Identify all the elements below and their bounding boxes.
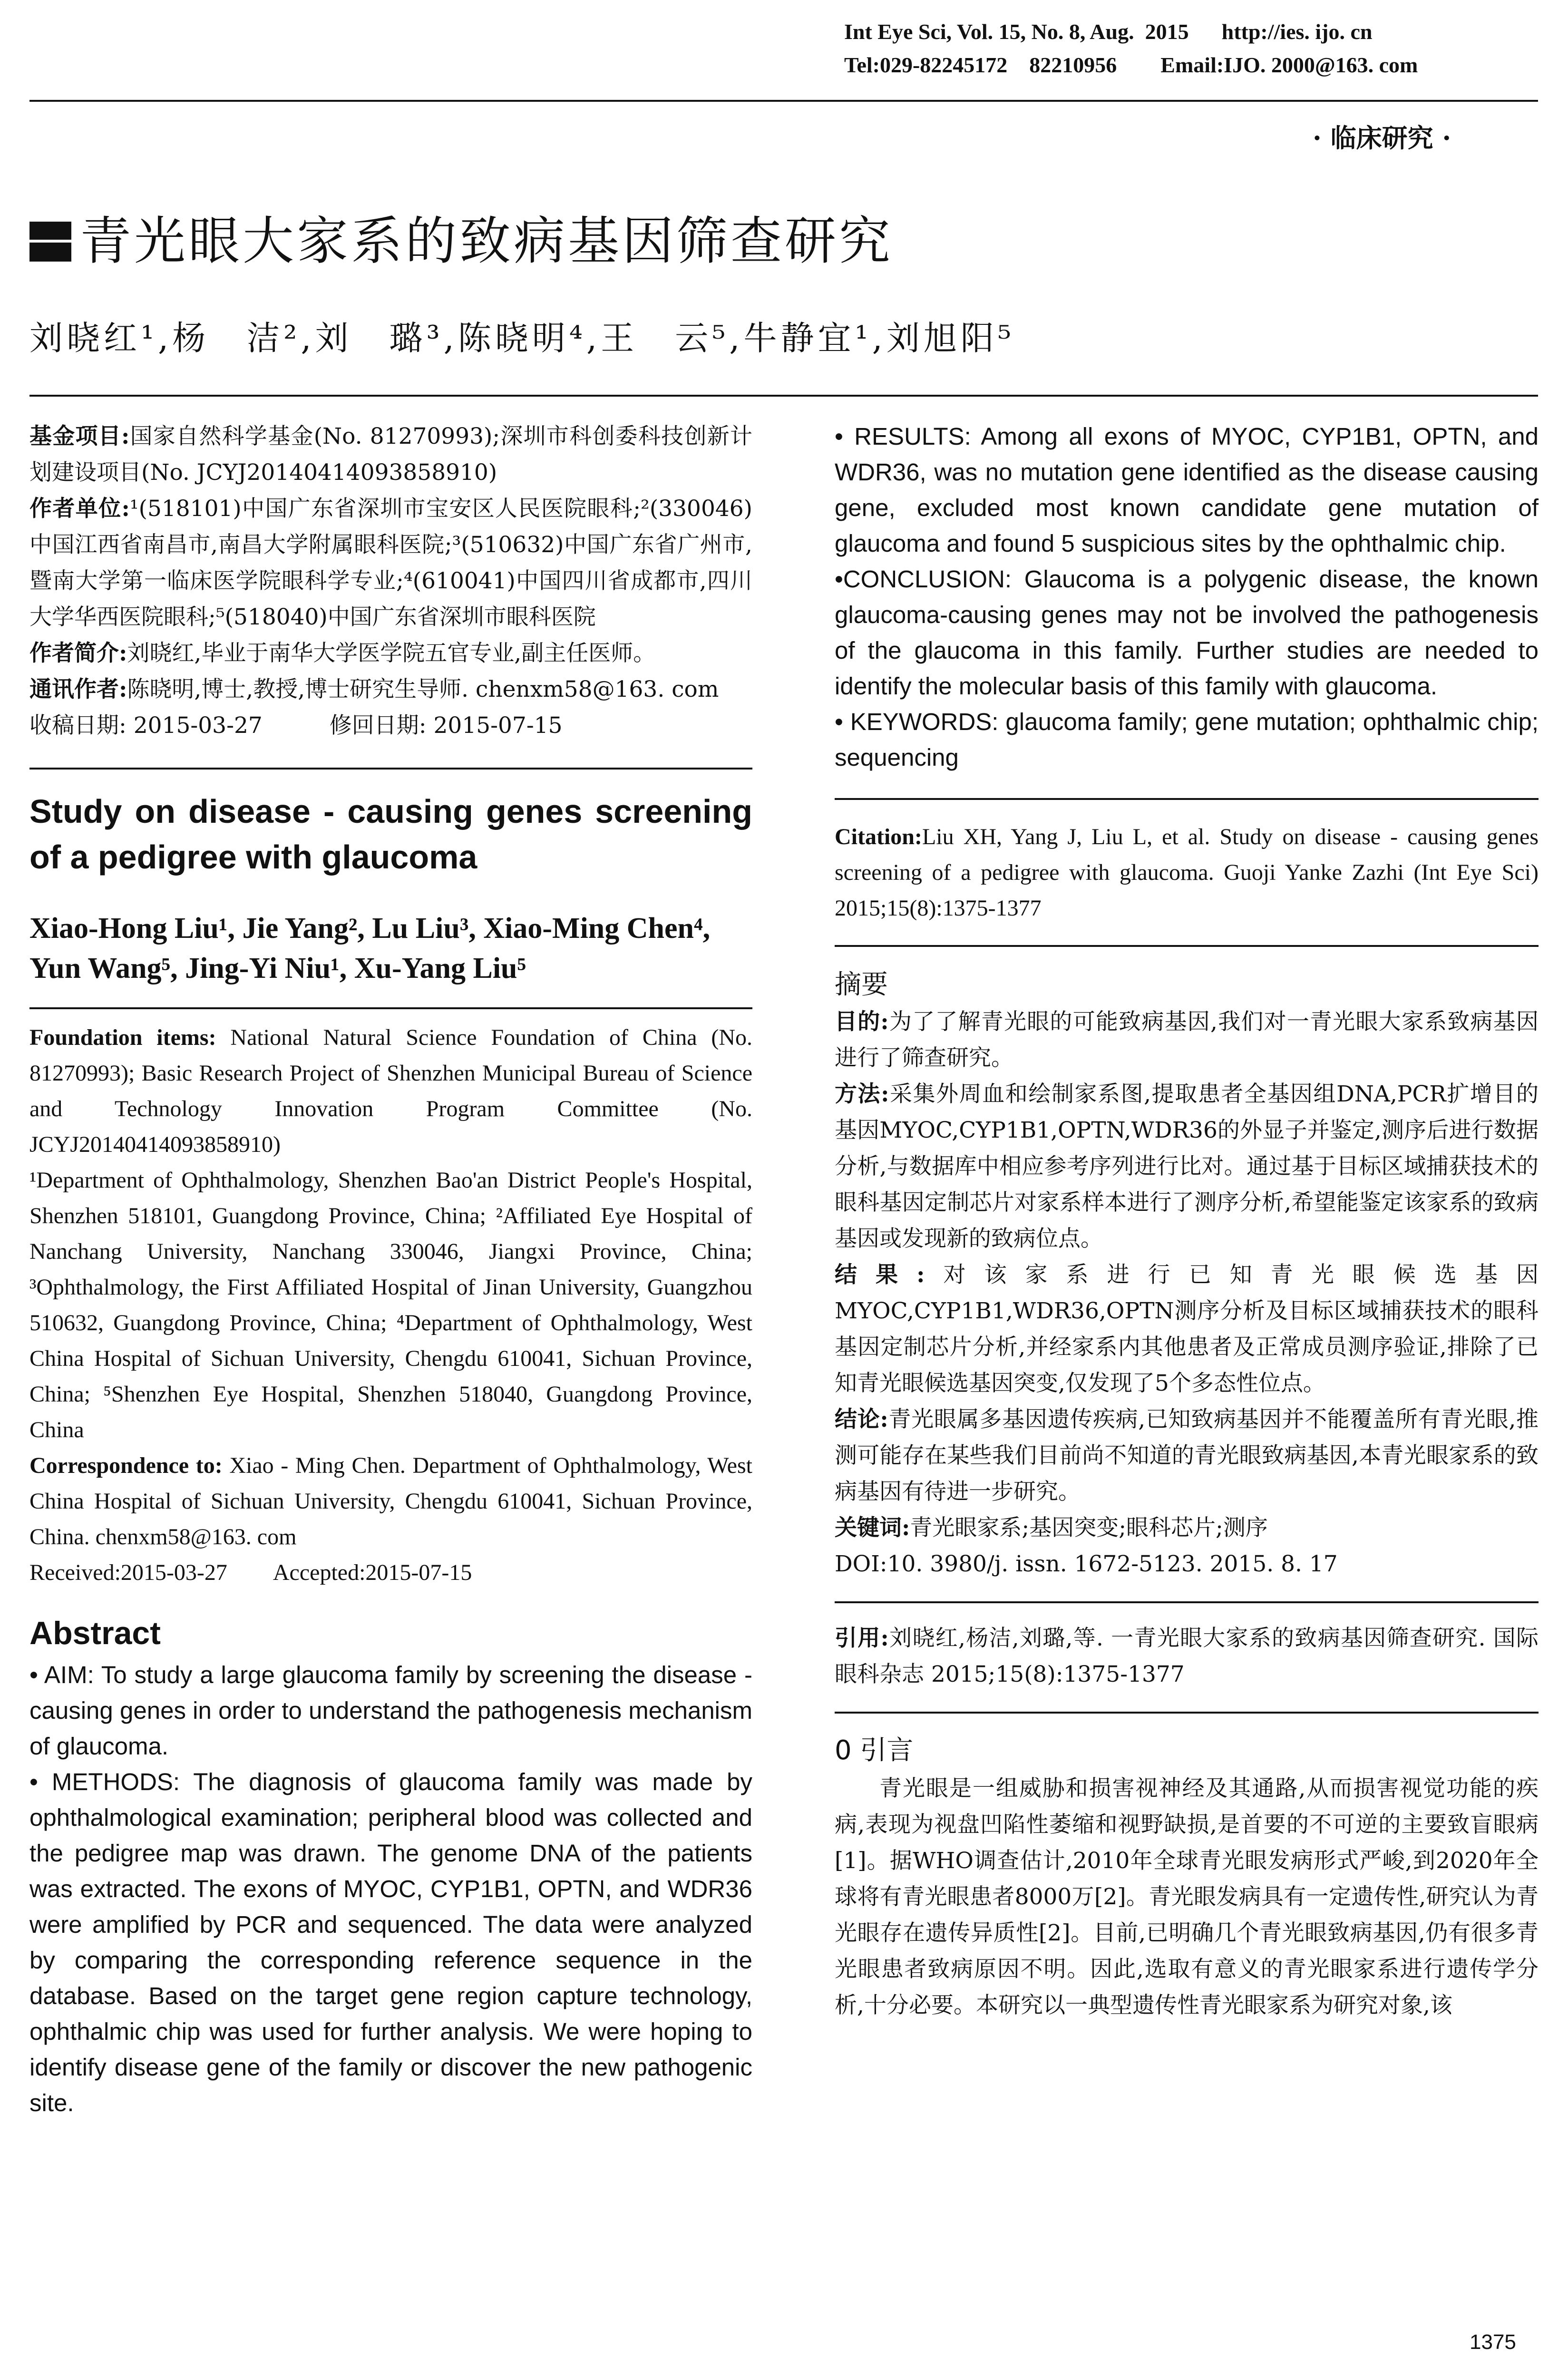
right-column (835, 419, 1539, 2024)
en-authors-rule (29, 1007, 752, 1009)
author-units: 作者单位:¹(518101)中国广东省深圳市宝安区人民医院眼科;²(330046)中国江西省南昌市,南昌大学附属眼科医院;³(510632)中国广东省广州市,暨南大学第一临床医学院眼科学专业;⁴(610041)中国四川省成都市,四川大学华西医院眼科;⁵(518040)中国广东省深圳市眼科医院 (29, 496, 752, 630)
abstract-methods: • METHODS: The diagnosis of glaucoma family was made by ophthalmological examination; peripheral blood was collected and the pedigree map was drawn. The genome DNA of the patients was extracted. The exons of MYOC, CYP1B1, OPTN, and WDR36 were amplified by PCR and sequenced. The data were analyzed by comparing the corresponding reference sequence in the database. Based on the target gene region capture technology, ophthalmic chip was used for further analysis. We were hoping to identify disease gene of the family or discover the new pathogenic site. (29, 1768, 752, 2116)
en-title-rule-top (29, 768, 752, 770)
zh-abstract-heading: 摘要 (835, 969, 888, 1000)
journal-header-line2: Tel:029-82245172 82210956 Email:IJO. 2000@163. com (844, 53, 1418, 77)
affiliations: ¹Department of Ophthalmology, Shenzhen Bao'an District People's Hospital, Shenzhen 518101, Guangdong Province, China; ²Affiliated Eye Hospital of Nanchang University, Nanchang 330046, Jiangxi Province, China; ³Ophthalmology, the First Affiliated Hospital of Jinan University, Guangzhou 510632, Guangdong Province, China; ⁴Department of Ophthalmology, West China Hospital of Sichuan University, Chengdu 610041, Sichuan Province, China; ⁵Shenzhen Eye Hospital, Shenzhen 518040, Guangdong Province, China (29, 1168, 752, 1442)
zh-keywords: 关键词:青光眼家系;基因突变;眼科芯片;测序 (835, 1515, 1268, 1541)
citation-rule (835, 798, 1539, 800)
english-title: Study on disease - causing genes screening of a pedigree with glaucoma (29, 793, 752, 876)
title-marker-icon (29, 222, 71, 262)
corresponding-author: 通讯作者:陈晓明,博士,教授,博士研究生导师. chenxm58@163. com (29, 676, 719, 702)
intro-rule (835, 1712, 1539, 1714)
fund-info: 基金项目:国家自然科学基金(No. 81270993);深圳市科创委科技创新计划建设项目(No. JCYJ20140414093858910) (29, 423, 752, 486)
zh-citation: 引用:刘晓红,杨洁,刘璐,等. 一青光眼大家系的致病基因筛查研究. 国际眼科杂志 2015;15(8):1375-1377 (835, 1625, 1539, 1687)
chinese-title-text: 青光眼大家系的致病基因筛查研究 (80, 212, 894, 271)
intro-paragraph: 青光眼是一组威胁和损害视神经及其通路,从而损害视觉功能的疾病,表现为视盘凹陷性萎缩和视野缺损,是首要的不可逆的主要致盲眼病[1]。据WHO调查估计,2010年全球青光眼发病形式严峻,到2020年全球将有青光眼患者8000万[2]。青光眼发病具有一定遗传性,研究认为青光眼存在遗传异质性[2]。目前,已明确几个青光眼致病基因,仍有很多青光眼患者致病原因不明。因此,选取有意义的青光眼家系进行遗传学分析,十分必要。本研究以一典型遗传性青光眼家系为研究对象,该 (835, 1775, 1539, 2018)
chinese-title (29, 200, 893, 273)
section-tag: · 临床研究 · (1313, 123, 1451, 153)
abstract-heading: Abstract (29, 1615, 161, 1651)
received-dates: 收稿日期: 2015-03-27 修回日期: 2015-07-15 (29, 712, 563, 739)
foundation-items: Foundation items: National Natural Science Foundation of China (No. 81270993); Basic Research Project of Shenzhen Municipal Bureau of Science and Technology Innovation Program Committee (No. JCYJ20140414093858910) (29, 1025, 752, 1157)
header-rule (29, 100, 1538, 102)
zh-results: 结果:对该家系进行已知青光眼候选基因MYOC,CYP1B1,WDR36,OPTN测序分析及目标区域捕获技术的眼科基因定制芯片分析,并经家系内其他患者及正常成员测序验证,排除了已知青光眼候选基因突变,仅发现了5个多态性位点。 (835, 1262, 1539, 1396)
zh-abstract-rule (835, 945, 1539, 947)
doi: DOI:10. 3980/j. issn. 1672-5123. 2015. 8. 17 (835, 1551, 1338, 1577)
intro-heading: 0 引言 (835, 1735, 914, 1766)
citation: Citation:Liu XH, Yang J, Liu L, et al. Study on disease - causing genes screening of a pedigree with glaucoma. Guoji Yanke Zazhi (Int Eye Sci) 2015;15(8):1375-1377 (835, 824, 1539, 921)
abstract-keywords: • KEYWORDS: glaucoma family; gene mutation; ophthalmic chip; sequencing (835, 708, 1539, 771)
chinese-authors: 刘晓红¹,杨 洁²,刘 璐³,陈晓明⁴,王 云⁵,牛静宜¹,刘旭阳⁵ (29, 319, 1015, 358)
journal-header-line1: Int Eye Sci, Vol. 15, No. 8, Aug. 2015 http://ies. ijo. cn (844, 19, 1373, 44)
abstract-aim: • AIM: To study a large glaucoma family by screening the disease - causing genes in order to understand the pathogenesis mechanism of glaucoma. (29, 1661, 753, 1760)
author-bio: 作者简介:刘晓红,毕业于南华大学医学院五官专业,副主任医师。 (29, 640, 656, 666)
received-accepted: Received:2015-03-27 Accepted:2015-07-15 (29, 1560, 472, 1585)
zh-methods: 方法:采集外周血和绘制家系图,提取患者全基因组DNA,PCR扩增目的基因MYOC,CYP1B1,OPTN,WDR36的外显子并鉴定,测序后进行数据分析,与数据库中相应参考序列进行比对。通过基于目标区域捕获技术的眼科基因定制芯片对家系样本进行了测序分析,希望能鉴定该家系的致病基因或发现新的致病位点。 (835, 1081, 1539, 1252)
english-authors: Xiao-Hong Liu¹, Jie Yang², Lu Liu³, Xiao-Ming Chen⁴, Yun Wang⁵, Jing-Yi Niu¹, Xu-Yang Liu⁵ (29, 912, 711, 984)
abstract-conclusion: •CONCLUSION: Glaucoma is a polygenic disease, the known glaucoma-causing genes may not be involved the pathogenesis of the glaucoma in this family. Further studies are needed to identify the molecular basis of this family with glaucoma. (835, 565, 1539, 700)
page-number: 1375 (1470, 2330, 1516, 2354)
correspondence: Correspondence to: Xiao - Ming Chen. Department of Ophthalmology, West China Hospital of Sichuan University, Chengdu 610041, Sichuan Province, China. chenxm58@163. com (29, 1453, 753, 1549)
left-column (29, 419, 752, 2121)
zh-conclusion: 结论:青光眼属多基因遗传疾病,已知致病基因并不能覆盖所有青光眼,推测可能存在某些我们目前尚不知道的青光眼致病基因,本青光眼家系的致病基因有待进一步研究。 (835, 1406, 1539, 1505)
cite-zh-rule (835, 1601, 1539, 1603)
title-rule (29, 395, 1538, 397)
zh-aim: 目的:为了了解青光眼的可能致病基因,我们对一青光眼大家系致病基因进行了筛查研究。 (835, 1009, 1539, 1071)
abstract-results: • RESULTS: Among all exons of MYOC, CYP1B1, OPTN, and WDR36, was no mutation gene identified as the disease causing gene, excluded most known candidate gene mutation of glaucoma and found 5 suspicious sites by the ophthalmic chip. (835, 423, 1539, 557)
